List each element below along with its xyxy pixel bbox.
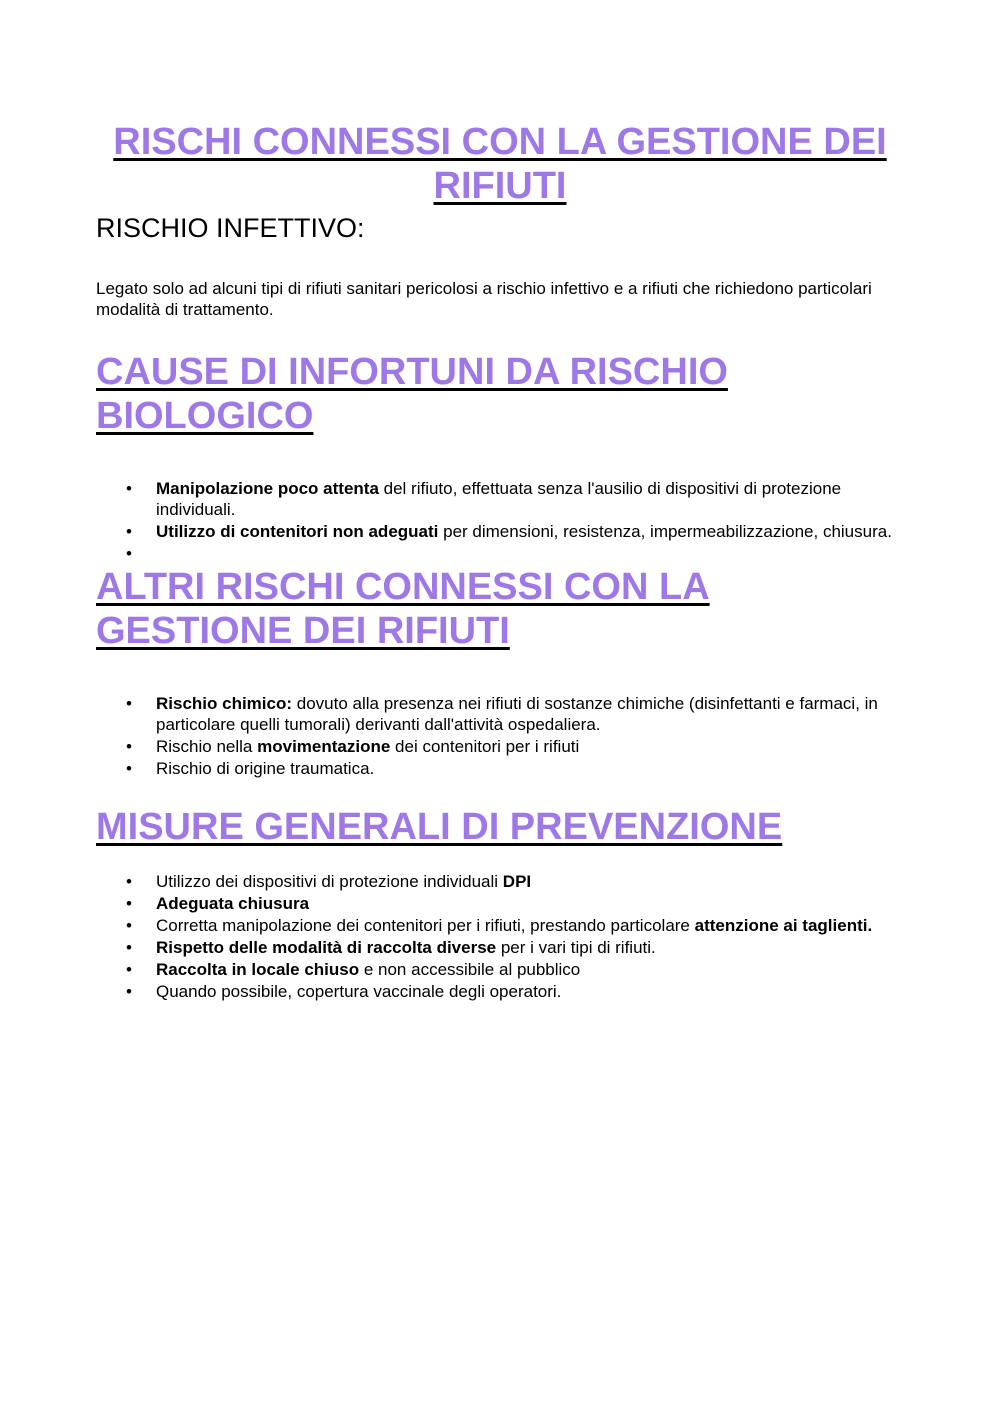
section-heading-cause-infortuni: CAUSE DI INFORTUNI DA RISCHIO BIOLOGICO [96,351,728,437]
item-pre-text: Corretta manipolazione dei contenitori per i rifiuti, prestando particolare [156,916,695,935]
item-pre-text: Quando possibile, copertura vaccinale degli operatori. [156,982,562,1001]
bullet-icon: • [126,938,132,957]
list-item [96,937,904,958]
list-item [96,915,904,936]
misure-list [96,871,904,1002]
list-item-empty [96,543,904,564]
bullet-icon: • [126,916,132,935]
item-text: del rifiuto, effettuata senza l'ausilio di dispositivi di protezione individuali. [156,479,842,519]
item-text: per i vari tipi di rifiuti. [496,938,656,957]
bullet-icon: • [126,960,132,979]
item-text: dei contenitori per i rifiuti [390,737,580,756]
list-item [96,959,904,980]
subheading-rischio-infettivo: RISCHIO INFETTIVO: [96,213,365,243]
bullet-icon: • [126,894,132,913]
bullet-icon: • [126,737,132,756]
item-text: e non accessibile al pubblico [359,960,581,979]
item-bold-text: Rispetto delle modalità di raccolta diverse [156,938,497,957]
list-item [96,693,904,735]
item-text: dovuto alla presenza nei rifiuti di sostanze chimiche (disinfettanti e farmaci, in particolare quelli tumorali) derivanti dall'attività ospedaliera. [156,694,878,734]
item-bold-text: attenzione ai taglienti. [694,916,873,935]
intro-paragraph: Legato solo ad alcuni tipi di rifiuti sanitari pericolosi a rischio infettivo e a rifiuti che richiedono particolari modalità di trattamento. [96,279,872,319]
cause-list [96,478,904,564]
item-bold-text: movimentazione [257,737,391,756]
section-heading-altri-rischi: ALTRI RISCHI CONNESSI CON LA GESTIONE DEI RIFIUTI [96,566,710,652]
item-bold-text: Utilizzo di contenitori non adeguati [156,522,439,541]
item-bold-text: DPI [502,872,532,891]
item-pre-text: Rischio nella [156,737,258,756]
list-item [96,981,904,1002]
list-item [96,478,904,520]
item-bold-text: Rischio chimico: [156,694,293,713]
document-title: RISCHI CONNESSI CON LA GESTIONE DEI RIFIUTI [113,121,887,207]
bullet-icon: • [126,694,132,713]
bullet-icon: • [126,759,132,778]
list-item [96,521,904,542]
item-bold-text: Adeguata chiusura [156,894,310,913]
item-pre-text: Rischio di origine traumatica. [156,759,375,778]
item-text: per dimensioni, resistenza, impermeabilizzazione, chiusura. [438,522,892,541]
bullet-icon: • [126,982,132,1001]
bullet-icon: • [126,522,132,541]
bullet-icon: • [126,479,132,498]
item-pre-text: Utilizzo dei dispositivi di protezione individuali [156,872,503,891]
item-bold-text: Raccolta in locale chiuso [156,960,360,979]
bullet-icon: • [126,544,132,563]
bullet-icon: • [126,872,132,891]
section-heading-misure-prevenzione: MISURE GENERALI DI PREVENZIONE [96,806,783,848]
item-bold-text: Manipolazione poco attenta [156,479,379,498]
list-item [96,736,904,757]
list-item [96,871,904,892]
altri-rischi-list [96,693,904,779]
list-item [96,893,904,914]
list-item [96,758,904,779]
